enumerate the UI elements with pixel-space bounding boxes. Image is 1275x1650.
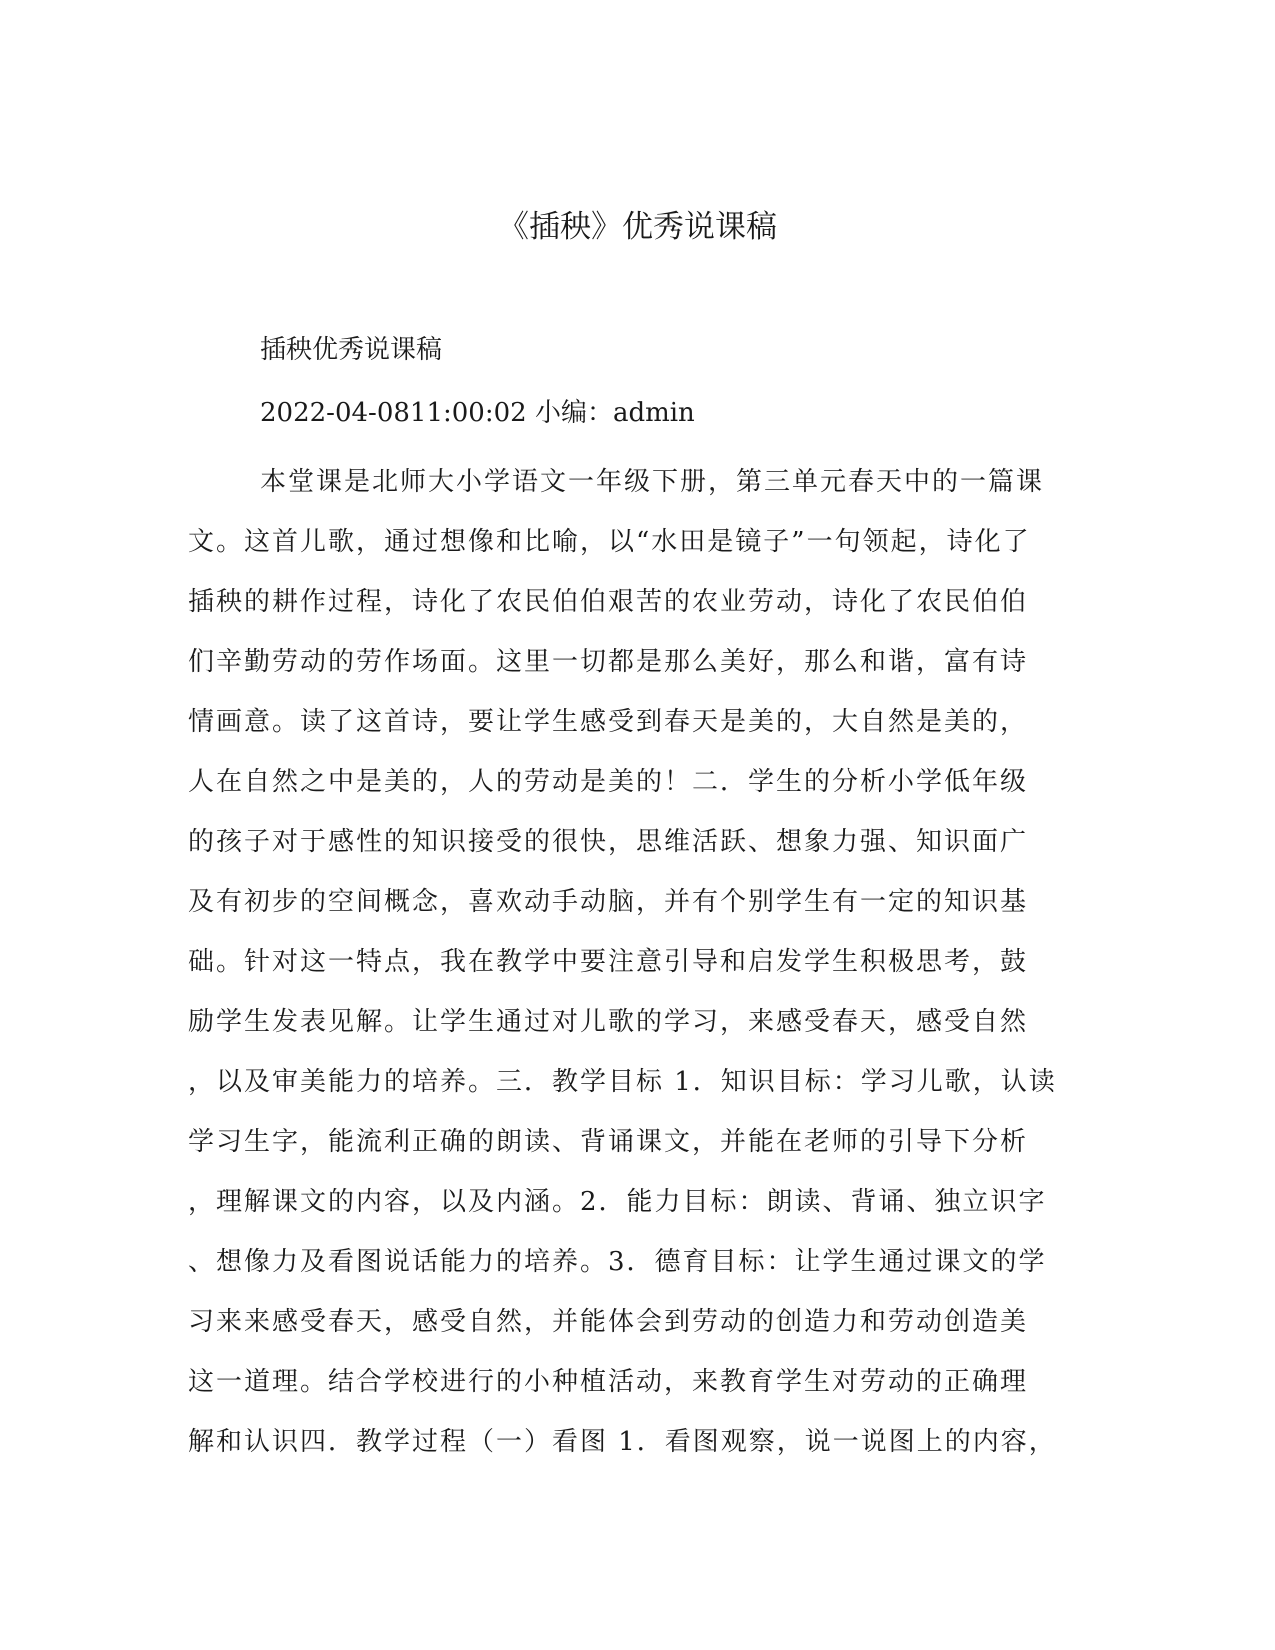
body-line: 的孩子对于感性的知识接受的很快，思维活跃、想象力强、知识面广 <box>188 827 1029 857</box>
body-line: ，以及审美能力的培养。三．教学目标 1．知识目标：学习儿歌，认读 <box>188 1067 1057 1097</box>
body-line: 学习生字，能流利正确的朗读、背诵课文，并能在老师的引导下分析 <box>188 1127 1029 1157</box>
body-line: 这一道理。结合学校进行的小种植活动，来教育学生对劳动的正确理 <box>188 1367 1029 1397</box>
document-meta: 2022-04-0811:00:02 小编：admin <box>260 398 695 428</box>
body-line: 励学生发表见解。让学生通过对儿歌的学习，来感受春天，感受自然 <box>188 1007 1029 1037</box>
body-line: 插秧的耕作过程，诗化了农民伯伯艰苦的农业劳动，诗化了农民伯伯 <box>188 587 1029 617</box>
body-line: 础。针对这一特点，我在教学中要注意引导和启发学生积极思考，鼓 <box>188 947 1029 977</box>
body-line: 解和认识四．教学过程（一）看图 1．看图观察，说一说图上的内容， <box>188 1427 1057 1457</box>
document-body <box>188 452 1068 1472</box>
body-line: 、想像力及看图说话能力的培养。3．德育目标：让学生通过课文的学 <box>188 1247 1047 1277</box>
document-subtitle: 插秧优秀说课稿 <box>260 335 443 365</box>
body-line: 们辛勤劳动的劳作场面。这里一切都是那么美好，那么和谐，富有诗 <box>188 647 1029 677</box>
body-line: 情画意。读了这首诗，要让学生感受到春天是美的，大自然是美的， <box>188 707 1029 737</box>
document-title: 《插秧》优秀说课稿 <box>498 209 777 245</box>
body-line: 人在自然之中是美的，人的劳动是美的！二．学生的分析小学低年级 <box>188 767 1029 797</box>
body-line: 本堂课是北师大小学语文一年级下册，第三单元春天中的一篇课 <box>260 467 1045 497</box>
body-line: 及有初步的空间概念，喜欢动手动脑，并有个别学生有一定的知识基 <box>188 887 1029 917</box>
body-line: 习来来感受春天，感受自然，并能体会到劳动的创造力和劳动创造美 <box>188 1307 1029 1337</box>
body-line: ，理解课文的内容，以及内涵。2．能力目标：朗读、背诵、独立识字 <box>188 1187 1047 1217</box>
body-line: 文。这首儿歌，通过想像和比喻，以“水田是镜子”一句领起，诗化了 <box>188 527 1031 557</box>
